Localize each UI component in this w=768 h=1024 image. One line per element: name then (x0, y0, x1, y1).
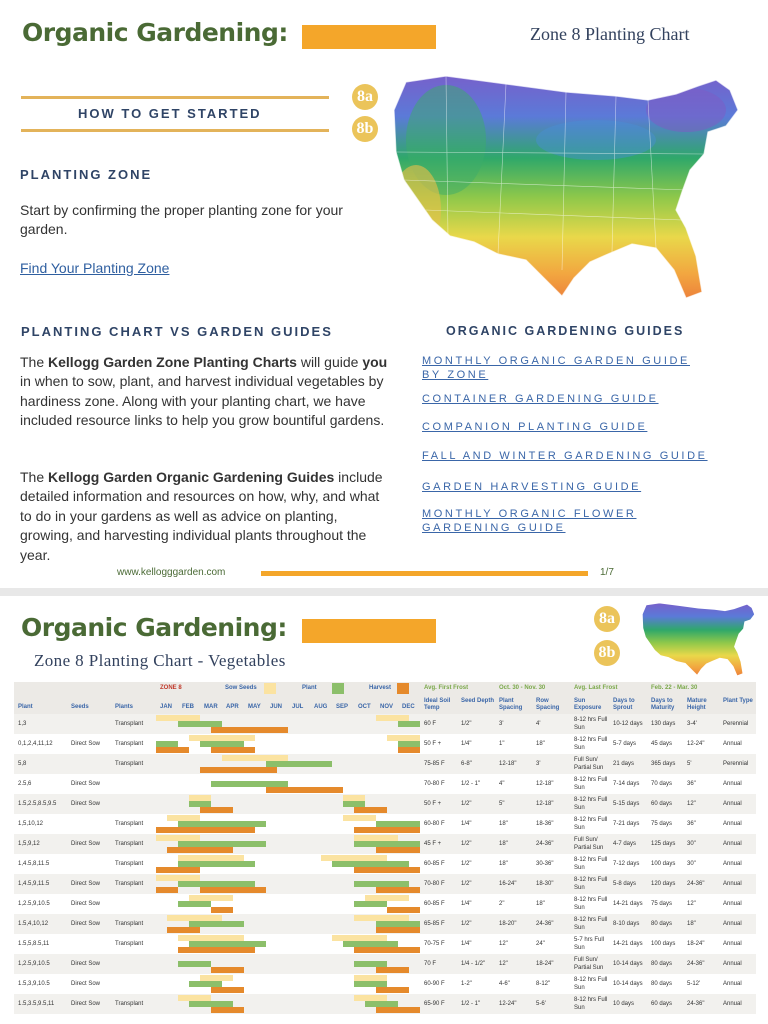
info-soil: 50 F + (424, 801, 442, 807)
info-height: 5' (687, 761, 692, 767)
info-row: 4' (536, 721, 541, 727)
plant-bar (178, 901, 211, 907)
table-row (14, 814, 756, 834)
harvest-bar (398, 747, 420, 753)
info-sprout: 10-14 days (613, 981, 643, 987)
last-frost-value: Feb. 22 - Mar. 30 (651, 685, 698, 691)
info-sun: 8-12 hrs Full Sun (574, 997, 608, 1011)
table-row (14, 854, 756, 874)
info-soil: 50 F + (424, 741, 442, 747)
harvest-bar (376, 847, 420, 853)
brand-accent-bar-page2 (302, 619, 436, 643)
guide-link-monthly[interactable]: MONTHLY ORGANIC GARDEN GUIDE BY ZONE (422, 355, 690, 381)
info-row: 18" (536, 901, 545, 907)
info-soil: 60 F (424, 721, 437, 727)
info-depth: 1/2" (461, 921, 472, 927)
plants-method: Transplant (115, 881, 144, 887)
text: in when to sow, plant, and harvest individual vegetables by hardiness zone. Along with your planting chart, we have included resource links to help you grow bountiful gardens. (20, 373, 385, 429)
info-height: 36" (687, 781, 696, 787)
info-depth: 1/2 - 1" (461, 1001, 481, 1007)
info-spacing: 16-24" (499, 881, 517, 887)
planting-zone-text: Start by confirming the proper planting zone for your garden. (20, 202, 343, 238)
harvest-bar (156, 887, 178, 893)
month-header-may: MAY (248, 704, 261, 710)
plant-name: 1,4.5,8,11.5 (18, 861, 50, 867)
plants-method: Transplant (115, 921, 144, 927)
info-spacing: 12-18" (499, 761, 517, 767)
info-sun: 8-12 hrs Full Sun (574, 777, 608, 791)
chart-subtitle: Zone 8 Planting Chart - Vegetables (34, 651, 286, 670)
info-soil: 60-80 F (424, 821, 445, 827)
chart-rows (14, 714, 756, 1014)
table-row (14, 734, 756, 754)
info-header-6: Days to Maturity (651, 698, 675, 711)
info-soil: 45 F + (424, 841, 442, 847)
planting-zone-heading: PLANTING ZONE (20, 167, 153, 182)
plants-method: Transplant (115, 741, 144, 747)
harvest-bar (211, 907, 233, 913)
legend-plant-label: Plant (302, 685, 317, 691)
text: The (20, 469, 49, 485)
info-height: 30" (687, 861, 696, 867)
info-row: 18-24" (536, 961, 554, 967)
info-row: 8-12" (536, 981, 551, 987)
divider-bottom (21, 129, 329, 132)
info-depth: 1/4 - 1/2" (461, 961, 486, 967)
harvest-bar (376, 1007, 420, 1013)
info-height: 12" (687, 801, 696, 807)
info-sprout: 7-14 days (613, 781, 640, 787)
info-type: Annual (723, 841, 742, 847)
info-soil: 65-90 F (424, 1001, 445, 1007)
info-maturity: 60 days (651, 1001, 673, 1007)
seeds-method: Direct Sow (71, 781, 101, 787)
seeds-method: Direct Sow (71, 801, 101, 807)
info-header-2: Plant Spacing (499, 698, 523, 711)
info-type: Perennial (723, 721, 749, 727)
info-depth: 1/4" (461, 821, 472, 827)
plant-name: 1.5,3,9,10.5 (18, 981, 50, 987)
plant-name: 1.5,5,8.5,11 (18, 941, 50, 947)
footer-url[interactable]: www.kellogggarden.com (117, 567, 226, 578)
info-sprout: 7-12 days (613, 861, 640, 867)
legend-harvest-label: Harvest (369, 685, 392, 691)
month-header-jun: JUN (270, 704, 283, 710)
divider-top (21, 96, 329, 99)
info-row: 3' (536, 761, 541, 767)
plant-bar (398, 721, 420, 727)
legend-plant-swatch (332, 683, 344, 694)
info-type: Annual (723, 981, 742, 987)
planting-chart (14, 682, 756, 1014)
month-header-oct: OCT (358, 704, 371, 710)
harvest-bar (211, 727, 288, 733)
table-row (14, 794, 756, 814)
plants-method: Transplant (115, 1001, 144, 1007)
info-soil: 60-85 F (424, 861, 445, 867)
info-soil: 60-85 F (424, 901, 445, 907)
info-height: 24-36" (687, 881, 705, 887)
last-frost-label: Avg. Last Frost (574, 685, 618, 691)
info-type: Annual (723, 821, 742, 827)
plant-name: 1,5,10,12 (18, 821, 44, 827)
harvest-bar (178, 947, 255, 953)
info-depth: 1/2" (461, 721, 472, 727)
guide-link-harvesting[interactable]: GARDEN HARVESTING GUIDE (422, 481, 642, 493)
harvest-bar (387, 907, 420, 913)
plants-method: Transplant (115, 861, 144, 867)
info-depth: 6-8" (461, 761, 472, 767)
info-sprout: 5-15 days (613, 801, 640, 807)
info-spacing: 12" (499, 941, 508, 947)
info-maturity: 365 days (651, 761, 676, 767)
info-header-0: Ideal Soil Temp (424, 698, 451, 711)
info-depth: 1/2" (461, 881, 472, 887)
guide-link-companion[interactable]: COMPANION PLANTING GUIDE (422, 421, 648, 433)
info-depth: 1/2 - 1" (461, 781, 481, 787)
month-header-apr: APR (226, 704, 239, 710)
chart-header (14, 682, 756, 714)
plant-bar (354, 901, 387, 907)
info-height: 12-24" (687, 741, 705, 747)
info-row: 24-36" (536, 921, 554, 927)
plants-method: Transplant (115, 761, 144, 767)
info-sprout: 21 days (613, 761, 635, 767)
plant-name: 1,2.5,9,10.5 (18, 901, 50, 907)
info-spacing: 18" (499, 821, 508, 827)
harvest-bar (266, 787, 343, 793)
table-row (14, 754, 756, 774)
table-row (14, 834, 756, 854)
info-sprout: 4-7 days (613, 841, 637, 847)
info-row: 24-36" (536, 841, 554, 847)
plant-name: 5,8 (18, 761, 27, 767)
emphasis: you (362, 354, 388, 370)
page-title: Zone 8 Planting Chart (530, 24, 690, 44)
info-depth: 1/4" (461, 901, 472, 907)
month-header-dec: DEC (402, 704, 415, 710)
info-spacing: 12-24" (499, 1001, 517, 1007)
harvest-bar (211, 747, 255, 753)
info-row: 18" (536, 741, 545, 747)
plant-name: 1,3 (18, 721, 27, 727)
find-zone-link[interactable]: Find Your Planting Zone (20, 260, 170, 276)
harvest-bar (200, 767, 277, 773)
info-row: 30-36" (536, 861, 554, 867)
harvest-bar (354, 807, 387, 813)
sow-bar (343, 815, 376, 821)
info-maturity: 75 days (651, 901, 673, 907)
info-sprout: 7-21 days (613, 821, 640, 827)
plant-name: 2.5,6 (18, 781, 32, 787)
plant-name: 1,5,9,12 (18, 841, 40, 847)
hardiness-zone-map-small (640, 600, 760, 678)
harvest-bar (167, 847, 233, 853)
plant-name: 1.5,3.5,9.5,11 (18, 1001, 55, 1007)
info-row: 5-6' (536, 1001, 546, 1007)
harvest-bar (376, 987, 409, 993)
info-depth: 1/2" (461, 801, 472, 807)
info-depth: 1/2" (461, 861, 472, 867)
info-header-7: Mature Height (687, 698, 707, 711)
table-row (14, 914, 756, 934)
harvest-bar (156, 747, 189, 753)
guide-link-fall-winter[interactable]: FALL AND WINTER GARDENING GUIDE (422, 450, 708, 462)
info-height: 18" (687, 921, 696, 927)
seeds-method: Direct Sow (71, 901, 101, 907)
info-soil: 75-85 F (424, 761, 445, 767)
info-sprout: 5-8 days (613, 881, 637, 887)
month-header-jan: JAN (160, 704, 173, 710)
info-spacing: 5" (499, 801, 505, 807)
info-soil: 70-80 F (424, 881, 445, 887)
legend-harvest-swatch (397, 683, 409, 694)
seeds-method: Direct Sow (71, 961, 101, 967)
info-type: Annual (723, 801, 742, 807)
footer-bar (261, 571, 588, 576)
info-row: 18-36" (536, 821, 554, 827)
info-type: Annual (723, 921, 742, 927)
info-spacing: 2" (499, 901, 505, 907)
info-row: 12-18" (536, 801, 554, 807)
info-sun: 5-7 hrs Full Sun (574, 937, 605, 951)
info-row: 18-30" (536, 881, 554, 887)
first-frost-label: Avg. First Frost (424, 685, 469, 691)
month-header-mar: MAR (204, 704, 218, 710)
seeds-method: Direct Sow (71, 1001, 101, 1007)
brand-title-page2: Organic Gardening: (21, 613, 287, 642)
col-plant: Plant (18, 704, 33, 710)
info-maturity: 80 days (651, 961, 673, 967)
info-maturity: 125 days (651, 841, 676, 847)
col-plants: Plants (115, 704, 134, 710)
info-sun: 8-12 hrs Full Sun (574, 977, 608, 991)
harvest-bar (376, 967, 409, 973)
info-depth: 1/4" (461, 941, 472, 947)
info-spacing: 4-6" (499, 981, 510, 987)
info-sun: 8-12 hrs Full Sun (574, 857, 608, 871)
harvest-bar (211, 1007, 244, 1013)
zone-badge-8a: 8a (352, 84, 378, 110)
seeds-method: Direct Sow (71, 921, 101, 927)
info-maturity: 45 days (651, 741, 673, 747)
info-sun: Full Sun/ Partial Sun (574, 757, 604, 771)
info-soil: 60-90 F (424, 981, 445, 987)
info-maturity: 80 days (651, 981, 673, 987)
plant-bar (178, 961, 211, 967)
zone-badge-8b: 8b (352, 116, 378, 142)
info-sun: 8-12 hrs Full Sun (574, 917, 608, 931)
zone-badge-8b-page2: 8b (594, 640, 620, 666)
info-spacing: 18" (499, 841, 508, 847)
plants-method: Transplant (115, 821, 144, 827)
info-maturity: 60 days (651, 801, 673, 807)
page-separator (0, 588, 768, 596)
info-type: Annual (723, 741, 742, 747)
info-maturity: 100 days (651, 941, 676, 947)
info-height: 18-24" (687, 941, 705, 947)
info-sprout: 5-7 days (613, 741, 637, 747)
info-soil: 70 F (424, 961, 437, 967)
emphasis: Kellogg Garden Organic Gardening Guides (48, 469, 335, 485)
harvest-bar (211, 987, 244, 993)
month-header-sep: SEP (336, 704, 349, 710)
first-frost-value: Oct. 30 - Nov. 30 (499, 685, 546, 691)
harvest-bar (354, 867, 420, 873)
col-seeds: Seeds (71, 704, 89, 710)
info-header-3: Row Spacing (536, 698, 560, 711)
info-maturity: 80 days (651, 921, 673, 927)
text: include detailed information and resources on how, why, and what to do in your gardens as well as advice on planting, growing, and harvesting individual plants throughout the year. (20, 469, 383, 563)
plant-name: 1,4.5,9,11.5 (18, 881, 50, 887)
info-depth: 1/4" (461, 741, 472, 747)
info-type: Perennial (723, 761, 749, 767)
info-height: 3-4' (687, 721, 697, 727)
info-height: 24-36" (687, 961, 705, 967)
month-header-feb: FEB (182, 704, 194, 710)
info-spacing: 1" (499, 741, 505, 747)
month-header-nov: NOV (380, 704, 394, 710)
legend-sow-swatch (264, 683, 276, 694)
info-depth: 1/2" (461, 841, 472, 847)
harvest-bar (200, 807, 233, 813)
info-header-4: Sun Exposure (574, 698, 602, 711)
info-type: Annual (723, 941, 742, 947)
info-sun: 8-12 hrs Full Sun (574, 877, 608, 891)
info-sun: 8-12 hrs Full Sun (574, 897, 608, 911)
info-maturity: 75 days (651, 821, 673, 827)
info-type: Annual (723, 881, 742, 887)
info-type: Annual (723, 861, 742, 867)
guide-link-flower[interactable]: MONTHLY ORGANIC FLOWER GARDENING GUIDE (422, 508, 637, 534)
info-type: Annual (723, 901, 742, 907)
guides-intro-paragraph (20, 468, 390, 565)
harvest-bar (167, 927, 200, 933)
info-height: 30" (687, 841, 696, 847)
seeds-method: Direct Sow (71, 981, 101, 987)
info-header-5: Days to Sprout (613, 698, 635, 711)
table-row (14, 954, 756, 974)
info-sun: Full Sun/ Partial Sun (574, 957, 604, 971)
info-type: Annual (723, 781, 742, 787)
table-row (14, 894, 756, 914)
info-height: 12" (687, 901, 696, 907)
seeds-method: Direct Sow (71, 841, 101, 847)
chart-intro-paragraph (20, 353, 390, 431)
info-spacing: 3' (499, 721, 504, 727)
harvest-bar (354, 827, 420, 833)
zone-badge-8a-page2: 8a (594, 606, 620, 632)
info-spacing: 4" (499, 781, 505, 787)
table-row (14, 994, 756, 1014)
info-sprout: 14-21 days (613, 941, 643, 947)
info-sprout: 10 days (613, 1001, 635, 1007)
how-to-heading: HOW TO GET STARTED (78, 106, 262, 121)
brand-title: Organic Gardening: (22, 18, 288, 47)
harvest-bar (354, 947, 420, 953)
info-maturity: 120 days (651, 881, 676, 887)
month-header-jul: JUL (292, 704, 304, 710)
info-sun: 8-12 hrs Full Sun (574, 737, 608, 751)
info-sun: Full Sun/ Partial Sun (574, 837, 604, 851)
page-number: 1/7 (600, 567, 614, 578)
info-sprout: 8-10 days (613, 921, 640, 927)
plants-method: Transplant (115, 841, 144, 847)
harvest-bar (156, 827, 255, 833)
info-sprout: 14-21 days (613, 901, 643, 907)
info-spacing: 12" (499, 961, 508, 967)
guides-heading: ORGANIC GARDENING GUIDES (446, 324, 685, 338)
info-row: 24" (536, 941, 545, 947)
info-sun: 8-12 hrs Full Sun (574, 717, 608, 731)
seeds-method: Direct Sow (71, 881, 101, 887)
info-height: 24-36" (687, 1001, 705, 1007)
info-header-1: Seed Depth (461, 698, 495, 704)
info-maturity: 130 days (651, 721, 676, 727)
harvest-bar (200, 887, 266, 893)
info-soil: 65-85 F (424, 921, 445, 927)
plant-name: 1.5,2.5,8.5,9.5 (18, 801, 57, 807)
info-type: Annual (723, 961, 742, 967)
info-height: 36" (687, 821, 696, 827)
info-maturity: 100 days (651, 861, 676, 867)
info-maturity: 70 days (651, 781, 673, 787)
table-row (14, 774, 756, 794)
seeds-method: Direct Sow (71, 741, 101, 747)
zone-label: ZONE 8 (160, 685, 182, 691)
text: will guide (296, 354, 363, 370)
info-row: 12-18" (536, 781, 554, 787)
table-row (14, 934, 756, 954)
info-spacing: 18-20" (499, 921, 517, 927)
legend-sow-label: Sow Seeds (225, 685, 257, 691)
month-header-aug: AUG (314, 704, 328, 710)
harvest-bar (376, 887, 420, 893)
chart-vs-guides-heading: PLANTING CHART VS GARDEN GUIDES (21, 324, 333, 339)
info-sprout: 10-12 days (613, 721, 643, 727)
info-sun: 8-12 hrs Full Sun (574, 797, 608, 811)
plant-name: 0,1,2,4,11,12 (18, 741, 53, 747)
info-soil: 70-80 F (424, 781, 445, 787)
harvest-bar (156, 867, 200, 873)
table-row (14, 874, 756, 894)
info-soil: 70-75 F (424, 941, 445, 947)
emphasis: Kellogg Garden Zone Planting Charts (48, 354, 297, 370)
info-spacing: 18" (499, 861, 508, 867)
table-row (14, 714, 756, 734)
hardiness-zone-map (386, 70, 756, 302)
brand-accent-bar (302, 25, 436, 49)
harvest-bar (211, 967, 244, 973)
info-header-8: Plant Type (723, 698, 753, 704)
text: The (20, 354, 49, 370)
guide-link-container[interactable]: CONTAINER GARDENING GUIDE (422, 393, 659, 405)
info-height: 5-12' (687, 981, 701, 987)
info-depth: 1-2" (461, 981, 472, 987)
plants-method: Transplant (115, 941, 144, 947)
plant-name: 1,2.5,9,10.5 (18, 961, 50, 967)
harvest-bar (376, 927, 420, 933)
plant-name: 1.5,4,10,12 (18, 921, 49, 927)
info-type: Annual (723, 1001, 742, 1007)
info-sprout: 10-14 days (613, 961, 643, 967)
plants-method: Transplant (115, 721, 144, 727)
info-sun: 8-12 hrs Full Sun (574, 817, 608, 831)
table-row (14, 974, 756, 994)
